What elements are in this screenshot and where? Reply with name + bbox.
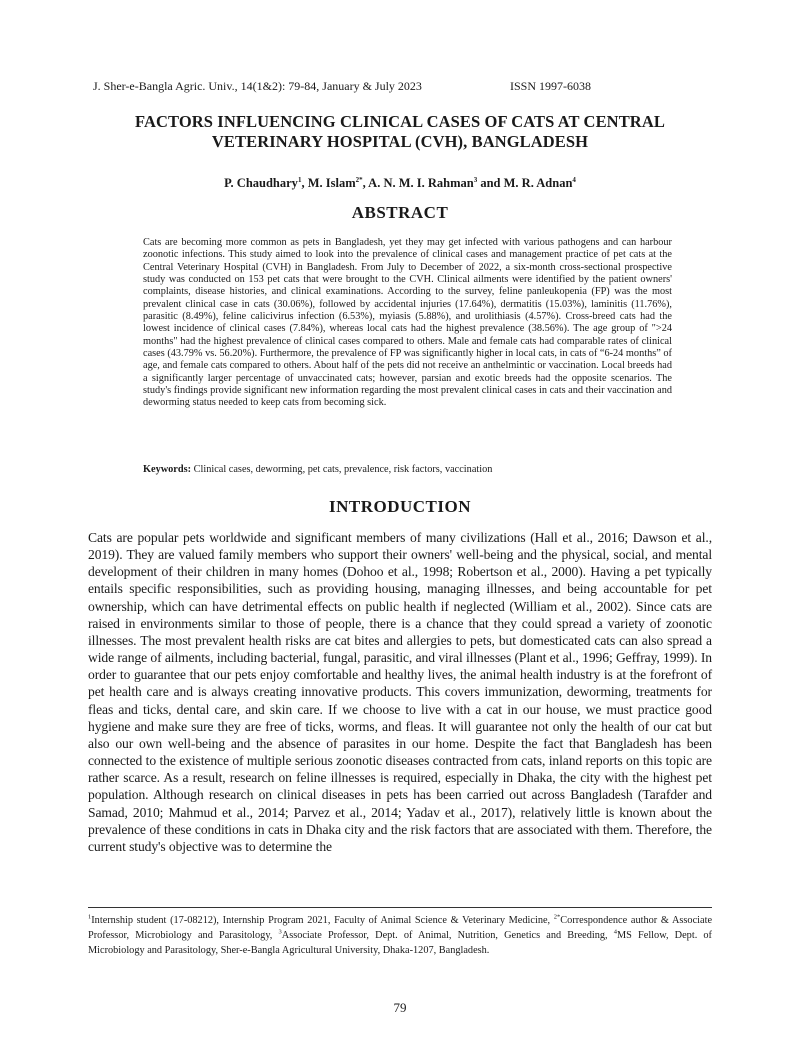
introduction-body [88,529,712,855]
introduction-text: Cats are popular pets worldwide and significant members of many civilizations (Hall et al., 2016; Dawson et al., 2019). They are valued family members who support their owners' well-being and the physical, social, and mental development of their children in many homes (Dohoo et al., 1998; Robertson et al., 2000). Having a pet typically entails specific responsibilities, such as providing housing, managing illnesses, and being accountable for pet ownership, which can have detrimental effects on public health if neglected (William et al., 2002). Since cats are raised in environments similar to those of people, there is a chance that they could spread a variety of zoonotic illnesses. The most prevalent health risks are cat bites and allergies to pets, but domesticated cats can also spread a wide range of ailments, including bacterial, fungal, parasitic, and viral illnesses (Plant et al., 1996; Geffray, 1999). In order to guarantee that our pets enjoy comfortable and healthy lives, the animal health industry is at the forefront of pet health care and is always creating innovative products. This covers immunization, deworming, treatments for fleas and ticks, dental care, and skin care. If we choose to live with a cat in our house, we must practice good hygiene and make sure they are free of ticks, worms, and fleas. It will guarantee not only the health of our cat but also our own well-being and the absence of parasites in our home. Despite the fact that Bangladesh has been connected to the existence of multiple serious zoonotic diseases contracted from cats, inland reports on this topic are rather scarce. As a result, research on feline illnesses is required, especially in Dhaka, the city with the highest pet population. Although research on clinical diseases in pets has been carried out across Bangladesh (Tarafder and Samad, 2010; Mahmud et al., 2014; Parvez et al., 2014; Yadav et al., 2017), relatively little is known about the prevalence of these conditions in cats in Dhaka city and the risk factors that are associated with them. Therefore, the current study's objective was to determine the [88,530,712,854]
abstract-body [143,237,672,410]
author-4-affiliation: 4 [572,175,576,184]
footnote-affiliation-2: Correspondence author & Associate Professor, Microbiology and Parasitology, [88,915,713,941]
title-line-1: FACTORS INFLUENCING CLINICAL CASES OF CATS AT CENTRAL [135,112,665,131]
paper-title [80,112,720,152]
keywords-label: Keywords: [143,464,192,475]
author-2-affiliation: 2* [355,175,363,184]
issn: ISSN 1997-6038 [510,79,592,93]
footnote-marker-4: 4 [613,928,617,936]
author-3: , A. N. M. I. Rahman [362,176,474,190]
introduction-heading: INTRODUCTION [328,497,472,516]
footnote-marker-2: 2* [553,913,561,921]
footnote-affiliation-3: Associate Professor, Dept. of Animal, Nutrition, Genetics and Breeding, [281,930,614,941]
abstract-heading: ABSTRACT [351,203,449,222]
page-number: 79 [393,1000,407,1015]
affiliation-footnote [88,913,712,958]
title-line-2: VETERINARY HOSPITAL (CVH), BANGLADESH [211,132,589,151]
author-list [80,176,720,191]
author-1: P. Chaudhary [224,176,298,190]
journal-citation: J. Sher-e-Bangla Agric. Univ., 14(1&2): 79-84, January & July 2023 [93,79,422,93]
footnote-affiliation-1: Internship student (17-08212), Internship Program 2021, Faculty of Animal Science & Veterinary Medicine, [91,915,554,926]
abstract-text: Cats are becoming more common as pets in Bangladesh, yet they may get infected with various pathogens and can harbour zoonotic infections. This study aimed to look into the prevalence of clinical cases and management practice of pet cats at the Central Veterinary Hospital (CVH) in Bangladesh. From July to December of 2022, a six-month cross-sectional prospective study was conducted on 153 pet cats that were brought to the CVH. Clinical ailments were identified by the patient owners' complaints, disease histories, and clinical examinations. According to the survey, feline panleukopenia (FP) was the most prevalent clinical case in cats (30.06%), followed by accidental injuries (17.64%), dermatitis (15.03%), laminitis (11.76%), parasitic (8.49%), feline calicivirus infection (6.53%), myiasis (5.88%), and urolithiasis (4.57%). Cross-breed cats had the lowest incidence of clinical cases (7.84%), whereas local cats had the highest prevalence (38.56%). The age group of ">24 months" had the highest prevalence of clinical cases compared to others. Male and female cats had comparable rates of clinical cases (43.79% vs. 56.20%). Furthermore, the prevalence of FP was significantly higher in local cats, in cats of “6-24 months” of age, and female cats compared to others. About half of the pets did not receive an anthelmintic or vaccination. Local breeds had a significantly larger percentage of unvaccinated cats; however, parsian and exotic breeds had the opposite scenarios. The study's findings provide significant new information regarding the most prevalent clinical cases in cats and their vaccination and deworming status needed to keep cats from becoming sick. [143,237,672,409]
author-4: and M. R. Adnan [477,176,573,190]
footnote-marker-3: 3 [278,928,282,936]
footnote-divider [88,907,712,908]
author-1-affiliation: 1 [297,175,302,184]
footnote-marker-1: 1 [88,913,92,921]
keywords [143,464,672,475]
footnote-affiliation-4: MS Fellow, Dept. of Microbiology and Parasitology, Sher-e-Bangla Agricultural University, Dhaka-1207, Bangladesh. [88,930,712,956]
author-2: , M. Islam [301,176,356,190]
keywords-list: Clinical cases, deworming, pet cats, prevalence, risk factors, vaccination [191,464,493,475]
author-3-affiliation: 3 [473,175,478,184]
